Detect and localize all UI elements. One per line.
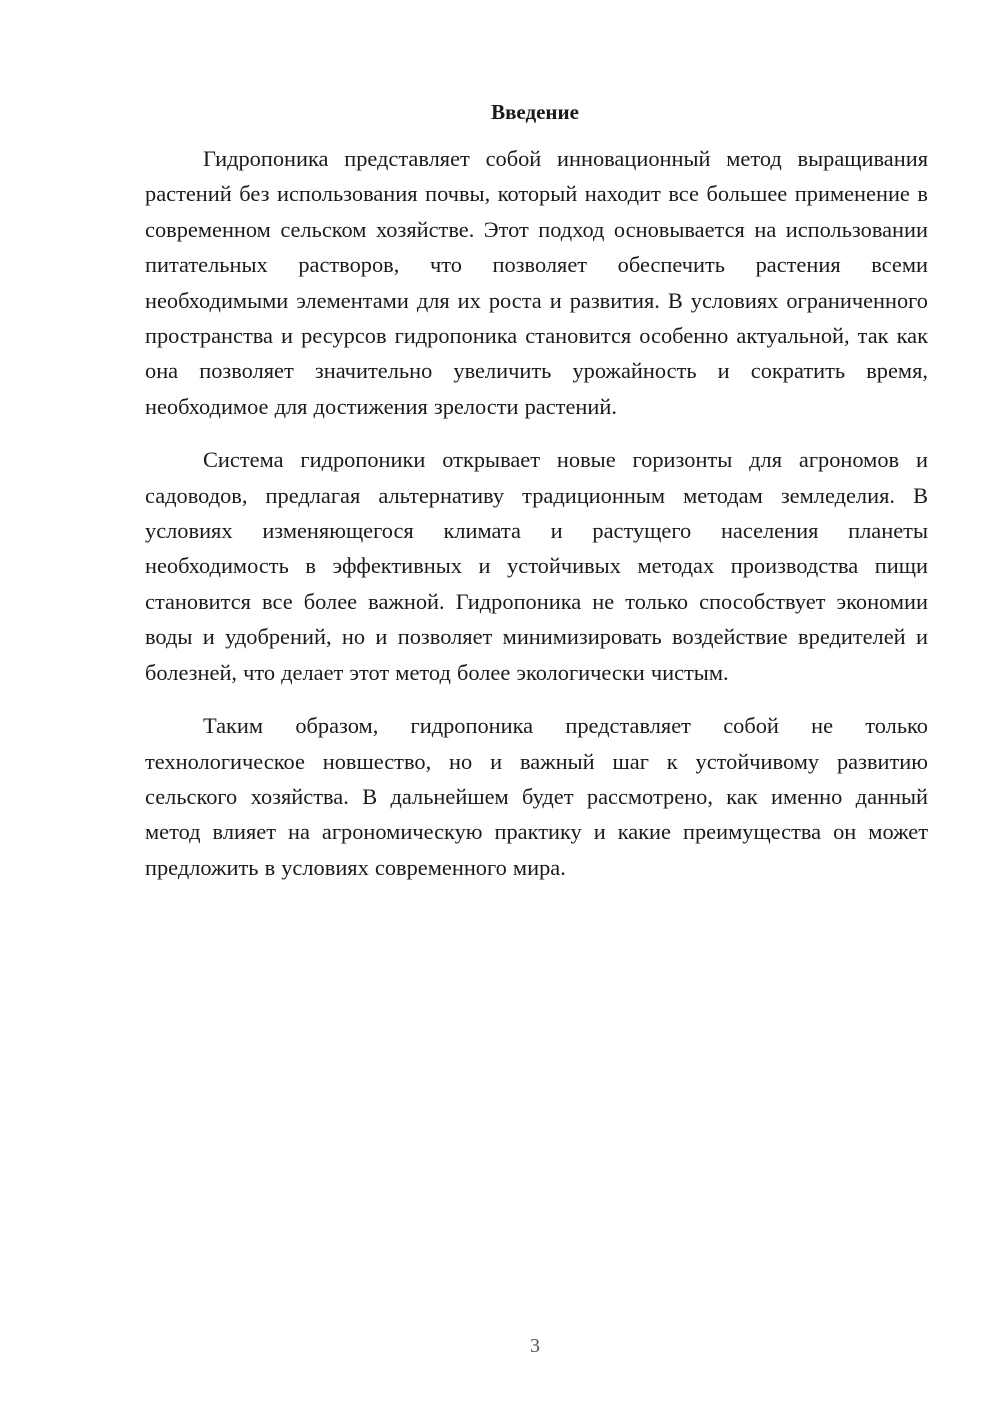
section-title: Введение	[491, 100, 579, 124]
body-text	[145, 141, 928, 885]
page-number: 3	[530, 1335, 540, 1357]
paragraph-2: Система гидропоники открывает новые горизонты для агрономов и садоводов, предлагая альтернативу традиционным методам земледелия. В условиях изменяющегося климата и растущего населения планеты необходимость в эффективных и устойчивых методах производства пищи становится все более важной. Гидропоника не только способствует экономии воды и удобрений, но и позволяет минимизировать воздействие вредителей и болезней, что делает этот метод более экологически чистым.	[145, 447, 928, 685]
paragraph-1: Гидропоника представляет собой инновационный метод выращивания растений без использования почвы, который находит все большее применение в современном сельском хозяйстве. Этот подход основывается на использовании питательных растворов, что позволяет обеспечить растения всеми необходимыми элементами для их роста и развития. В условиях ограниченного пространства и ресурсов гидропоника становится особенно актуальной, так как она позволяет значительно увеличить урожайность и сократить время, необходимое для достижения зрелости растений.	[145, 146, 928, 419]
paragraph-3: Таким образом, гидропоника представляет собой не только технологическое новшество, но и важный шаг к устойчивому развитию сельского хозяйства. В дальнейшем будет рассмотрено, как именно данный метод влияет на агрономическую практику и какие преимущества он может предложить в условиях современного мира.	[145, 713, 928, 880]
